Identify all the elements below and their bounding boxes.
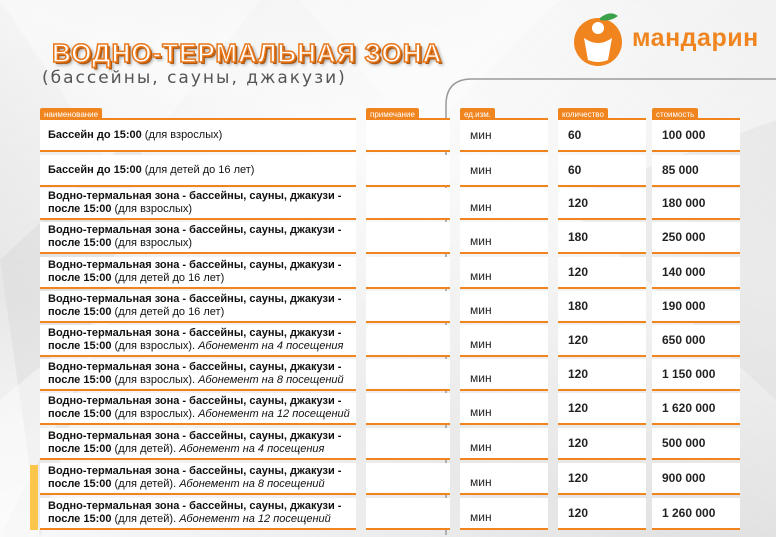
row-subscription: Абонемент на 4 посещения <box>195 340 344 352</box>
table-row-qty: 120 <box>558 498 646 530</box>
row-time-bold: после 15:00 <box>48 340 112 352</box>
table-row-unit: мин <box>460 359 548 391</box>
table-row-note <box>366 325 450 357</box>
row-audience: (для детей). <box>111 478 177 490</box>
table-row-note <box>366 155 450 187</box>
row-title-bold: Водно-термальная зона - бассейны, сауны, джакузи - <box>48 224 342 236</box>
table-row-name <box>40 222 356 254</box>
row-time-bold: после 15:00 <box>48 513 112 525</box>
column-header-qty: количество <box>558 104 646 120</box>
row-title-note: (для взрослых) <box>141 128 223 141</box>
table-row-note <box>366 188 450 220</box>
table-row-price: 180 000 <box>652 188 740 220</box>
table-row-unit: мин <box>460 120 548 152</box>
table-row-name <box>40 393 356 425</box>
table-row-price: 85 000 <box>652 155 740 187</box>
row-time-bold: после 15:00 <box>48 478 112 490</box>
row-subscription: Абонемент на 4 посещения <box>176 443 325 455</box>
row-title-bold: Бассейн до 15:00 <box>48 128 142 141</box>
row-time-bold: после 15:00 <box>48 237 112 249</box>
table-row-note <box>366 222 450 254</box>
table-row-name <box>40 155 356 187</box>
row-audience: (для взрослых). <box>111 408 196 420</box>
row-audience: (для детей до 16 лет) <box>111 272 225 284</box>
row-title-bold: Водно-термальная зона - бассейны, сауны, джакузи - <box>48 500 342 512</box>
table-row-unit: мин <box>460 325 548 357</box>
row-audience: (для взрослых) <box>111 203 193 215</box>
table-row-qty: 120 <box>558 257 646 289</box>
row-subscription: Абонемент на 12 посещений <box>176 513 331 525</box>
column-header-unit: ед.изм. <box>460 104 548 120</box>
row-audience: (для детей). <box>111 513 177 525</box>
table-row-price: 100 000 <box>652 120 740 152</box>
column-header-name: наименование <box>40 104 356 120</box>
table-row-note <box>366 463 450 495</box>
table-row-name <box>40 257 356 289</box>
table-row-qty: 180 <box>558 291 646 323</box>
table-row-unit: мин <box>460 393 548 425</box>
row-title-bold: Водно-термальная зона - бассейны, сауны, джакузи - <box>48 259 342 271</box>
table-row-note <box>366 291 450 323</box>
table-row-unit: мин <box>460 222 548 254</box>
table-row-price: 500 000 <box>652 428 740 460</box>
row-time-bold: после 15:00 <box>48 203 112 215</box>
row-audience: (для детей до 16 лет) <box>111 306 225 318</box>
table-row-name <box>40 498 356 530</box>
row-time-bold: после 15:00 <box>48 374 112 386</box>
table-row-qty: 120 <box>558 463 646 495</box>
table-row-price: 650 000 <box>652 325 740 357</box>
row-title-bold: Водно-термальная зона - бассейны, сауны, джакузи - <box>48 465 342 477</box>
table-row-note <box>366 257 450 289</box>
table-row-price: 1 150 000 <box>652 359 740 391</box>
row-title-bold: Водно-термальная зона - бассейны, сауны, джакузи - <box>48 430 342 442</box>
table-row-unit: мин <box>460 257 548 289</box>
row-subscription: Абонемент на 8 посещений <box>195 374 344 386</box>
row-time-bold: после 15:00 <box>48 443 112 455</box>
table-row-qty: 120 <box>558 188 646 220</box>
row-audience: (для взрослых). <box>111 340 196 352</box>
column-header-note: примечание <box>366 104 450 120</box>
row-title-bold: Бассейн до 15:00 <box>48 163 142 176</box>
table-row-price: 190 000 <box>652 291 740 323</box>
table-row-price: 900 000 <box>652 463 740 495</box>
table-row-note <box>366 120 450 152</box>
row-time-bold: после 15:00 <box>48 306 112 318</box>
row-title-bold: Водно-термальная зона - бассейны, сауны, джакузи - <box>48 395 342 407</box>
table-row-name <box>40 428 356 460</box>
table-row-qty: 120 <box>558 393 646 425</box>
row-subscription: Абонемент на 8 посещений <box>176 478 325 490</box>
table-row-unit: мин <box>460 498 548 530</box>
table-row-price: 250 000 <box>652 222 740 254</box>
table-row-qty: 120 <box>558 428 646 460</box>
column-header-price: стоимость <box>652 104 740 120</box>
table-row-price: 140 000 <box>652 257 740 289</box>
page-title: ВОДНО-ТЕРМАЛЬНАЯ ЗОНА <box>52 38 443 68</box>
table-row-qty: 120 <box>558 359 646 391</box>
row-time-bold: после 15:00 <box>48 408 112 420</box>
table-row-qty: 60 <box>558 120 646 152</box>
row-subscription: Абонемент на 12 посещений <box>195 408 350 420</box>
table-row-unit: мин <box>460 188 548 220</box>
table-row-note <box>366 393 450 425</box>
table-row-name <box>40 325 356 357</box>
table-row-name <box>40 463 356 495</box>
page-subtitle: (бассейны, сауны, джакузи) <box>42 68 347 88</box>
accent-stripe <box>30 465 38 530</box>
brand-name: мандарин <box>632 24 759 52</box>
row-title-bold: Водно-термальная зона - бассейны, сауны, джакузи - <box>48 293 342 305</box>
row-title-bold: Водно-термальная зона - бассейны, сауны, джакузи - <box>48 327 342 339</box>
row-audience: (для взрослых) <box>111 237 193 249</box>
table-row-unit: мин <box>460 463 548 495</box>
row-audience: (для детей). <box>111 443 177 455</box>
table-row-qty: 120 <box>558 325 646 357</box>
row-time-bold: после 15:00 <box>48 272 112 284</box>
table-row-unit: мин <box>460 291 548 323</box>
row-title-bold: Водно-термальная зона - бассейны, сауны, джакузи - <box>48 190 342 202</box>
table-row-name <box>40 359 356 391</box>
table-row-note <box>366 359 450 391</box>
table-row-qty: 180 <box>558 222 646 254</box>
table-row-note <box>366 428 450 460</box>
row-title-bold: Водно-термальная зона - бассейны, сауны, джакузи - <box>48 361 342 373</box>
table-row-name <box>40 188 356 220</box>
table-row-price: 1 260 000 <box>652 498 740 530</box>
table-row-name <box>40 120 356 152</box>
table-row-qty: 60 <box>558 155 646 187</box>
table-row-unit: мин <box>460 428 548 460</box>
table-row-name <box>40 291 356 323</box>
table-row-unit: мин <box>460 155 548 187</box>
table-row-price: 1 620 000 <box>652 393 740 425</box>
table-row-note <box>366 498 450 530</box>
row-audience: (для взрослых). <box>111 374 196 386</box>
row-title-note: (для детей до 16 лет) <box>141 163 255 176</box>
